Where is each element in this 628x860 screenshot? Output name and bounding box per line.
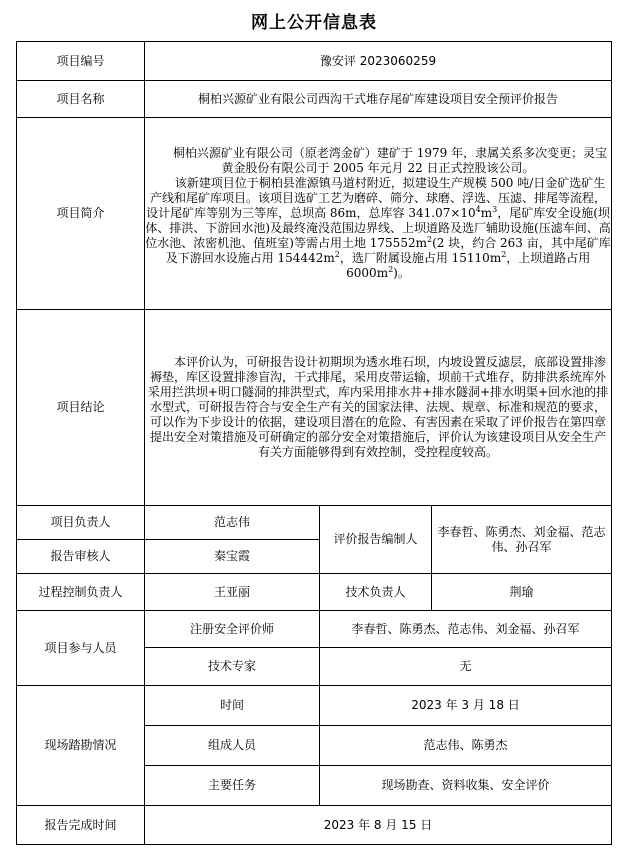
summary-paragraph-1: 桐柏兴源矿业有限公司（原老湾金矿）建矿于 1979 年，隶属关系多次变更；灵宝黄金股份有限公司于 2005 年元月 22 日正式控股该公司。 bbox=[172, 146, 608, 175]
row-summary bbox=[17, 118, 612, 310]
site-survey-label: 现场踏勘情况 bbox=[17, 686, 145, 806]
info-table bbox=[16, 41, 612, 845]
registered-evaluator-value: 李春哲、陈勇杰、范志伟、刘金福、孙召军 bbox=[320, 611, 612, 648]
leader-label: 项目负责人 bbox=[17, 506, 145, 540]
leader-value: 范志伟 bbox=[145, 506, 320, 540]
completion-label: 报告完成时间 bbox=[17, 806, 145, 845]
tech-lead-value: 荆瑜 bbox=[432, 574, 612, 611]
survey-task-label: 主要任务 bbox=[145, 766, 320, 806]
row-project-no bbox=[17, 42, 612, 81]
survey-task-value: 现场勘查、资料收集、安全评价 bbox=[320, 766, 612, 806]
participants-label: 项目参与人员 bbox=[17, 611, 145, 686]
conclusion-paragraph: 本评价认为，可研报告设计初期坝为透水堆石坝，内坡设置反滤层，底部设置排渗褥垫，库区设置排渗盲沟，干式排尾，采用皮带运输，坝前干式堆存，防排洪系统库外采用拦洪坝+明口隧洞的排洪型式，库内采用排水井+排水隧洞+排水明渠+回水池的排水型式，可研报告符合与安全生产有关的国家法律、法规、规章、标准和规范的要求，可以作为下步设计的依据，建设项目潜在的危险、有害因素在采取了评价报告在第四章提出安全对策措施及可研确定的部分安全对策措施后，评价认为该建设项目从安全生产有关方面能够得到有效控制，受控程度较高。 bbox=[147, 355, 609, 459]
completion-value: 2023 年 8 月 15 日 bbox=[145, 806, 612, 845]
summary-text bbox=[145, 118, 612, 310]
row-participants-registered bbox=[17, 611, 612, 648]
tech-lead-label: 技术负责人 bbox=[320, 574, 432, 611]
row-leader bbox=[17, 506, 612, 540]
survey-members-value: 范志伟、陈勇杰 bbox=[320, 726, 612, 766]
conclusion-label: 项目结论 bbox=[17, 310, 145, 506]
process-control-value: 王亚丽 bbox=[145, 574, 320, 611]
reviewer-label: 报告审核人 bbox=[17, 540, 145, 574]
row-project-name bbox=[17, 81, 612, 118]
page-title: 网上公开信息表 bbox=[251, 13, 377, 33]
row-process-control bbox=[17, 574, 612, 611]
project-no-value: 豫安评 2023060259 bbox=[145, 42, 612, 81]
project-no-label: 项目编号 bbox=[17, 42, 145, 81]
row-conclusion bbox=[17, 310, 612, 506]
row-completion bbox=[17, 806, 612, 845]
conclusion-text bbox=[145, 310, 612, 506]
registered-evaluator-label: 注册安全评价师 bbox=[145, 611, 320, 648]
tech-expert-label: 技术专家 bbox=[145, 648, 320, 686]
reviewer-value: 秦宝霞 bbox=[145, 540, 320, 574]
project-name-label: 项目名称 bbox=[17, 81, 145, 118]
summary-label: 项目简介 bbox=[17, 118, 145, 310]
process-control-label: 过程控制负责人 bbox=[17, 574, 145, 611]
project-name-value: 桐柏兴源矿业有限公司西沟干式堆存尾矿库建设项目安全预评价报告 bbox=[145, 81, 612, 118]
report-compilers-value: 李春哲、陈勇杰、刘金福、范志伟、孙召军 bbox=[432, 506, 612, 574]
survey-time-value: 2023 年 3 月 18 日 bbox=[320, 686, 612, 726]
tech-expert-value: 无 bbox=[320, 648, 612, 686]
survey-time-label: 时间 bbox=[145, 686, 320, 726]
report-compilers-label: 评价报告编制人 bbox=[320, 506, 432, 574]
summary-paragraph-2: 该新建项目位于桐柏县淮源镇马道村附近，拟建设生产规模 500 吨/日金矿选矿生产线和尾矿库项目。该项目选矿工艺为磨碎、筛分、球磨、浮选、压滤、排尾等流程，设计尾矿库等别为三等库，总坝高 86m，总库容 $341.07\times 10^4m^3$，尾矿库安全设施(坝体、排洪、下游回水池)及最终淹没范围边界线、上坝道路及选厂辅助设施(压滤车间、高位水池、浓密机池、值班室)等需占用土地 $175552m^2(2$ 块，约合 263 亩，其中尾矿库及下游回水设施占用 $154442m^2$，选厂附属设施占用 $15110m^2$，上坝道路占用 $6000m^2$)。 bbox=[145, 176, 611, 280]
row-survey-time bbox=[17, 686, 612, 726]
survey-members-label: 组成人员 bbox=[145, 726, 320, 766]
